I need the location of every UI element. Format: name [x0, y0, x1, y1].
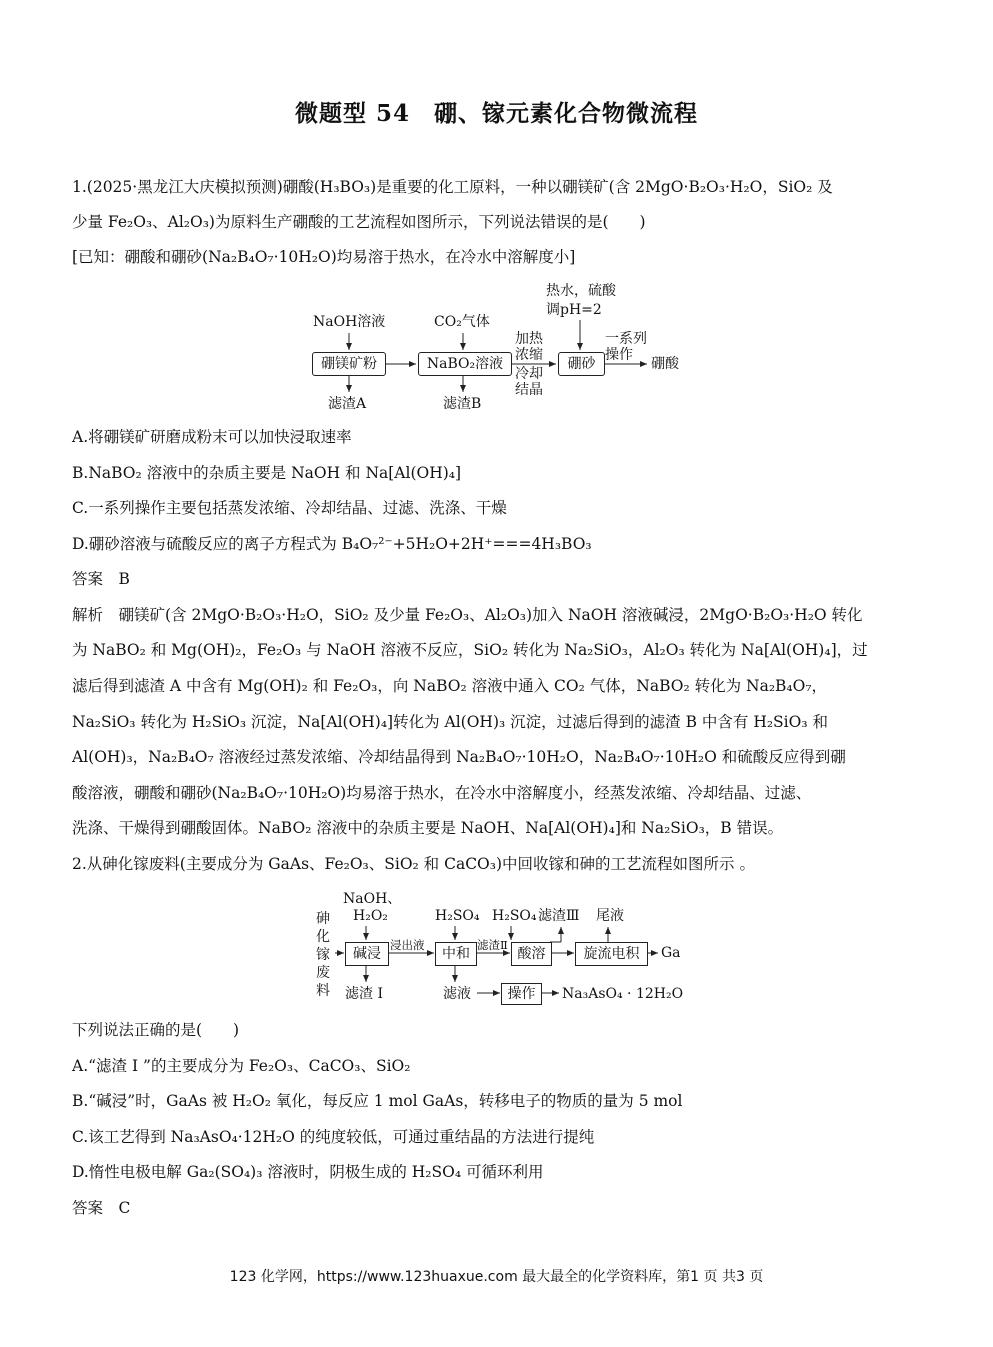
q2-residue-3: 滤渣Ⅲ [538, 908, 580, 924]
q1-analysis-line: 为 NaBO₂ 和 Mg(OH)₂，Fe₂O₃ 与 NaOH 溶液不反应，SiO₂ 转化为 Na₂SiO₃，Al₂O₃ 转化为 Na[Al(OH)₄]，过 [72, 641, 868, 659]
q1-step-heat: 加热 [515, 331, 543, 347]
q1-analysis-line: 洗涤、干燥得到硼酸固体。NaBO₂ 溶液中的杂质主要是 NaOH、Na[Al(OH)₄]和 Na₂SiO₃，B 错误。 [72, 819, 784, 837]
page-footer: 123 化学网，https://www.123huaxue.com 最大最全的化学资料库，第1 页 共3 页 [229, 1269, 764, 1285]
q2-box-acid-dissolve: 酸溶 [511, 942, 552, 966]
q1-reagent-naoh: NaOH溶液 [313, 314, 386, 330]
q2-product-na3aso4: Na₃AsO₄ · 12H₂O [562, 986, 684, 1002]
q2-feed-char: 镓 [316, 947, 330, 963]
q2-feed-char: 废 [316, 965, 330, 981]
q1-box-borax: 硼砂 [558, 352, 605, 376]
q1-box-nabo2: NaBO₂溶液 [418, 352, 512, 376]
q2-option-b: B.“碱浸”时，GaAs 被 H₂O₂ 氧化，每反应 1 mol GaAs，转移电子的物质的量为 5 mol [72, 1092, 683, 1110]
q1-stem-line-2: 少量 Fe₂O₃、Al₂O₃)为原料生产硼酸的工艺流程如图所示，下列说法错误的是( ) [72, 213, 646, 231]
q1-reagent-co2: CO₂气体 [434, 314, 490, 330]
q1-analysis-line: Al(OH)₃，Na₂B₄O₇ 溶液经过蒸发浓缩、冷却结晶得到 Na₂B₄O₇·10H₂O，Na₂B₄O₇·10H₂O 和硫酸反应得到硼 [72, 748, 846, 766]
q1-option-d: D.硼砂溶液与硫酸反应的离子方程式为 B₄O₇²⁻+5H₂O+2H⁺===4H₃BO₃ [72, 535, 592, 553]
q1-residue-b: 滤渣B [443, 396, 482, 412]
q1-analysis-line: Na₂SiO₃ 转化为 H₂SiO₃ 沉淀，Na[Al(OH)₄]转化为 Al(OH)₃ 沉淀，过滤后得到的滤渣 B 中含有 H₂SiO₃ 和 [72, 713, 828, 731]
q1-residue-a: 滤渣A [328, 396, 367, 412]
q1-box-ore: 硼镁矿粉 [312, 352, 386, 376]
q2-option-c: C.该工艺得到 Na₃AsO₄·12H₂O 的纯度较低，可通过重结晶的方法进行提纯 [72, 1128, 595, 1146]
q1-reagent-acid-2: 调pH=2 [546, 302, 602, 318]
q2-reagent-h2o2: H₂O₂ [353, 908, 388, 924]
q1-reagent-acid-1: 热水，硫酸 [546, 283, 616, 299]
q2-leach-liquid: 浸出液 [390, 938, 425, 952]
q2-box-operation: 操作 [501, 983, 542, 1005]
q2-box-alkali-leach: 碱浸 [345, 942, 389, 966]
q1-stem-line-3: [已知：硼酸和硼砂(Na₂B₄O₇·10H₂O)均易溶于热水，在冷水中溶解度小] [72, 248, 576, 266]
q2-reagent-h2so4-1: H₂SO₄ [435, 908, 480, 924]
q1-step-cool: 冷却 [515, 366, 543, 382]
q1-option-c: C.一系列操作主要包括蒸发浓缩、冷却结晶、过滤、洗涤、干燥 [72, 499, 507, 517]
q1-option-b: B.NaBO₂ 溶液中的杂质主要是 NaOH 和 Na[Al(OH)₄] [72, 464, 462, 482]
q1-analysis-line: 酸溶液，硼酸和硼砂(Na₂B₄O₇·10H₂O)均易溶于热水，在冷水中溶解度小，经蒸发浓缩、冷却结晶、过滤、 [72, 784, 812, 802]
q1-step-operation: 操作 [605, 347, 633, 363]
q2-residue-2: 滤渣Ⅱ [477, 938, 508, 952]
q2-tail-liquid: 尾液 [596, 908, 624, 924]
q1-step-crystallize: 结晶 [515, 382, 543, 398]
q2-feed-char: 化 [316, 929, 330, 945]
q2-box-electrowinning: 旋流电积 [575, 942, 648, 966]
q1-analysis-line: 解析 硼镁矿(含 2MgO·B₂O₃·H₂O，SiO₂ 及少量 Fe₂O₃、Al₂O₃)加入 NaOH 溶液碱浸，2MgO·B₂O₃·H₂O 转化 [72, 606, 863, 624]
q1-step-series: 一系列 [605, 331, 647, 347]
q2-feed-char: 料 [316, 983, 330, 999]
q2-reagent-h2so4-2: H₂SO₄ [492, 908, 537, 924]
q2-filtrate: 滤液 [443, 986, 471, 1002]
q2-product-ga: Ga [661, 945, 681, 961]
q1-answer: 答案 B [72, 570, 130, 588]
q2-stem: 2.从砷化镓废料(主要成分为 GaAs、Fe₂O₃、SiO₂ 和 CaCO₃)中回收镓和砷的工艺流程如图所示 。 [72, 855, 755, 873]
q1-stem-line-1: 1.(2025·黑龙江大庆模拟预测)硼酸(H₃BO₃)是重要的化工原料，一种以硼镁矿(含 2MgO·B₂O₃·H₂O，SiO₂ 及 [72, 178, 833, 196]
q1-analysis-line: 滤后得到滤渣 A 中含有 Mg(OH)₂ 和 Fe₂O₃，向 NaBO₂ 溶液中通入 CO₂ 气体，NaBO₂ 转化为 Na₂B₄O₇， [72, 677, 828, 695]
q2-prompt: 下列说法正确的是( ) [72, 1021, 240, 1039]
q2-feed-char: 砷 [316, 911, 330, 927]
q2-box-neutralize: 中和 [435, 942, 477, 966]
q2-residue-1: 滤渣 Ⅰ [345, 986, 383, 1002]
q2-reagent-naoh: NaOH、 [343, 891, 402, 907]
q2-option-d: D.惰性电极电解 Ga₂(SO₄)₃ 溶液时，阴极生成的 H₂SO₄ 可循环利用 [72, 1163, 544, 1181]
page-title: 微题型 54 硼、镓元素化合物微流程 [294, 100, 698, 127]
q1-step-concentrate: 浓缩 [515, 347, 543, 363]
q1-option-a: A.将硼镁矿研磨成粉末可以加快浸取速率 [72, 428, 352, 446]
q2-option-a: A.“滤渣 Ⅰ ”的主要成分为 Fe₂O₃、CaCO₃、SiO₂ [72, 1057, 411, 1075]
q2-answer: 答案 C [72, 1199, 131, 1217]
q1-product: 硼酸 [651, 356, 679, 372]
